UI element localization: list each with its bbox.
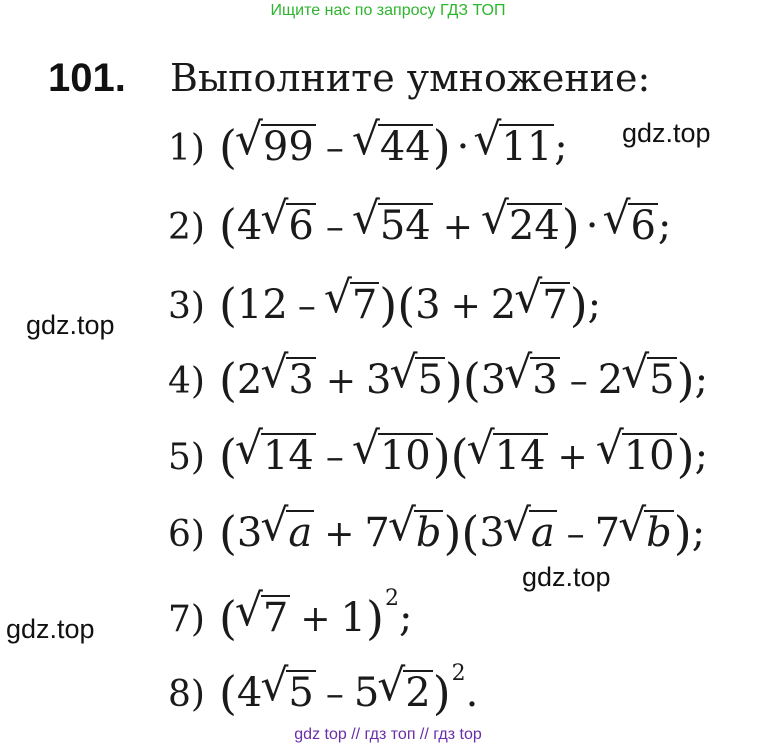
radical <box>378 433 433 479</box>
item-number: 2) <box>168 207 205 248</box>
radical <box>286 357 315 403</box>
operator: – <box>325 128 344 169</box>
radicand: 7 <box>542 282 568 328</box>
coefficient: 2 <box>597 357 624 403</box>
item-number: 6) <box>168 514 205 555</box>
radicand: 11 <box>501 124 553 170</box>
operator: · <box>456 124 470 170</box>
radicand: 54 <box>379 203 431 249</box>
exercise-1 <box>168 120 568 174</box>
paren: ( <box>450 429 469 483</box>
radical <box>647 357 676 403</box>
coefficient: 4 <box>236 203 263 249</box>
operator: + <box>324 514 355 555</box>
paren: ( <box>218 353 237 407</box>
paren: ) <box>673 506 692 560</box>
operator: – <box>325 437 344 478</box>
item-number: 8) <box>168 674 205 715</box>
radical <box>628 203 657 249</box>
coefficient: 4 <box>236 670 263 716</box>
paren: ) <box>569 278 588 332</box>
paren: ( <box>218 120 237 174</box>
paren: ( <box>462 353 481 407</box>
radical <box>415 357 444 403</box>
paren: ) <box>676 353 695 407</box>
operator: + <box>450 286 481 327</box>
operator: + <box>442 207 473 248</box>
coefficient: 2 <box>236 357 263 403</box>
radicand: 14 <box>262 433 314 479</box>
paren: ( <box>397 278 416 332</box>
radical <box>403 670 432 716</box>
radicand: 5 <box>417 357 443 403</box>
punctuation: ; <box>554 124 568 170</box>
paren: ( <box>218 429 237 483</box>
exercise-5 <box>168 429 709 483</box>
punctuation: . <box>465 670 479 716</box>
paren: ( <box>461 506 480 560</box>
radicand: b <box>646 510 672 556</box>
exercise-4 <box>168 353 709 407</box>
punctuation: ; <box>691 510 706 556</box>
item-number: 3) <box>168 286 205 327</box>
paren: ) <box>444 353 463 407</box>
radicand: 5 <box>288 670 314 716</box>
radical <box>493 433 548 479</box>
coefficient: 5 <box>353 670 380 716</box>
punctuation: ; <box>587 282 602 328</box>
exercise-2 <box>168 199 672 253</box>
radicand: 5 <box>649 357 675 403</box>
paren: ( <box>218 591 237 645</box>
radical <box>530 357 559 403</box>
punctuation: ; <box>657 203 672 249</box>
radicand: 7 <box>262 595 289 641</box>
coefficient: 7 <box>594 510 621 556</box>
radical <box>286 670 315 716</box>
radical <box>622 433 677 479</box>
problem-number: 101. <box>48 56 126 100</box>
radicand: 6 <box>630 203 656 249</box>
radical <box>261 433 316 479</box>
radicand: 7 <box>351 282 378 328</box>
exercise-3 <box>168 278 602 332</box>
exercise-7 <box>168 586 413 645</box>
punctuation: ; <box>694 357 709 403</box>
radicand: b <box>415 510 442 556</box>
paren: ) <box>365 591 384 645</box>
operator: + <box>325 361 356 402</box>
radicand: 44 <box>379 124 431 170</box>
coefficient: 7 <box>364 510 390 556</box>
watermark: gdz.top <box>622 118 711 148</box>
paren: ( <box>218 666 237 720</box>
punctuation: ; <box>398 595 413 641</box>
radical <box>644 510 674 556</box>
paren: ( <box>218 199 237 253</box>
radicand: 10 <box>379 433 431 479</box>
watermark: gdz.top <box>26 310 115 340</box>
radicand: 2 <box>405 670 431 716</box>
paren: ) <box>561 199 580 253</box>
exponent: 2 <box>384 586 399 611</box>
radical <box>378 203 433 249</box>
radicand: 24 <box>508 203 560 249</box>
radicand: a <box>530 510 555 556</box>
paren: ( <box>218 278 237 332</box>
radicand: 3 <box>288 357 314 403</box>
operator: – <box>325 207 344 248</box>
radical <box>529 510 557 556</box>
radical <box>378 124 433 170</box>
paren: ) <box>443 506 462 560</box>
paren: ) <box>379 278 398 332</box>
radicand: a <box>288 510 313 556</box>
paren: ) <box>432 120 451 174</box>
radical <box>540 282 569 328</box>
problem-title: Выполните умножение: <box>170 56 651 100</box>
coefficient: 3 <box>479 510 505 556</box>
item-number: 5) <box>168 437 205 478</box>
radicand: 14 <box>494 433 546 479</box>
term: 1 <box>340 595 366 641</box>
radical <box>414 510 444 556</box>
paren: ) <box>676 429 695 483</box>
radicand: 99 <box>262 124 314 170</box>
operator: – <box>297 286 316 327</box>
radical <box>499 124 554 170</box>
watermark: gdz.top <box>522 562 611 592</box>
paren: ) <box>432 429 451 483</box>
radical <box>286 510 314 556</box>
term: 3 <box>415 282 441 328</box>
watermark: gdz.top <box>6 614 95 644</box>
term: 12 <box>236 282 288 328</box>
radicand: 10 <box>623 433 675 479</box>
radicand: 6 <box>288 203 314 249</box>
header-note: Ищите нас по запросу ГДЗ ТОП <box>270 2 506 19</box>
exercise-6 <box>168 506 706 560</box>
operator: – <box>325 674 344 715</box>
radical <box>507 203 562 249</box>
operator: + <box>300 599 331 640</box>
radical <box>261 124 316 170</box>
exponent: 2 <box>451 661 466 686</box>
operator: · <box>585 203 599 249</box>
exercise-8 <box>168 661 479 720</box>
paren: ) <box>432 666 451 720</box>
operator: – <box>569 361 588 402</box>
item-number: 1) <box>168 128 205 169</box>
radical <box>261 595 290 641</box>
coefficient: 3 <box>365 357 392 403</box>
punctuation: ; <box>694 433 709 479</box>
coefficient: 3 <box>480 357 507 403</box>
operator: – <box>566 514 585 555</box>
radical <box>286 203 315 249</box>
coefficient: 3 <box>236 510 263 556</box>
item-number: 7) <box>168 599 205 640</box>
item-number: 4) <box>168 361 205 402</box>
radicand: 3 <box>532 357 558 403</box>
radical <box>350 282 379 328</box>
paren: ( <box>218 506 237 560</box>
footer-note: gdz top // гдз топ // гдз top <box>294 726 482 743</box>
coefficient: 2 <box>490 282 517 328</box>
operator: + <box>557 437 588 478</box>
